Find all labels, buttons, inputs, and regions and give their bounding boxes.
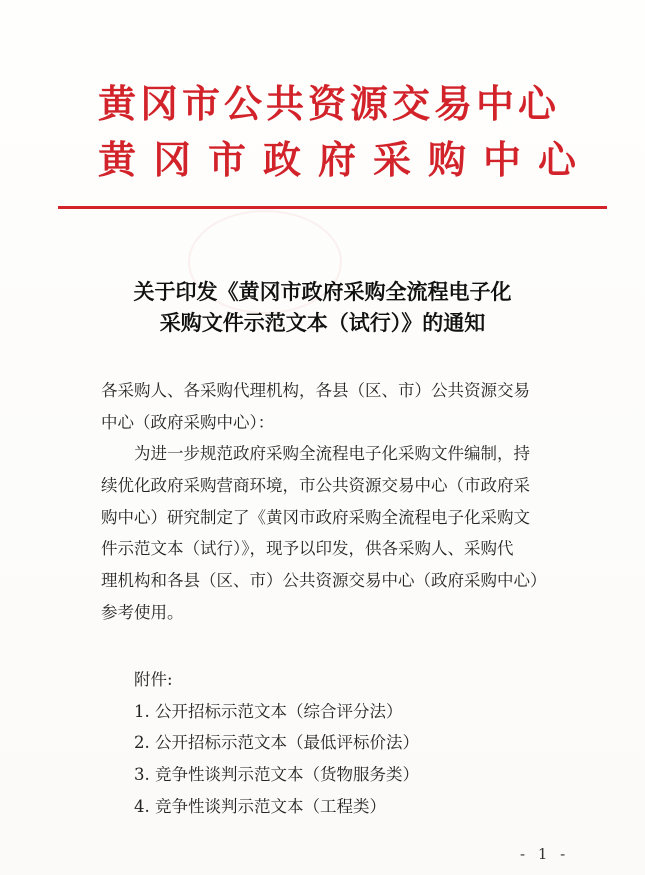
attachments-label: 附件: bbox=[134, 670, 173, 689]
attachment-item-4: 4. 竞争性谈判示范文本（工程类） bbox=[134, 797, 386, 816]
issuer-name-secondary: 黄冈市政府采购中心 bbox=[98, 137, 594, 182]
page-number: - 1 - bbox=[520, 845, 570, 863]
notice-title-line-1: 关于印发《黄冈市政府采购全流程电子化 bbox=[133, 279, 512, 304]
issuer-name-primary: 黄冈市公共资源交易中心 bbox=[98, 81, 561, 126]
notice-title-line-2: 采购文件示范文本（试行）》的通知 bbox=[159, 310, 486, 335]
attachment-item-1: 1. 公开招标示范文本（综合评分法） bbox=[134, 702, 403, 721]
body-line-1: 各采购人、各采购代理机构，各县（区、市）公共资源交易 bbox=[101, 381, 530, 400]
body-line-4: 续优化政府采购营商环境，市公共资源交易中心（市政府采 bbox=[101, 476, 530, 495]
body-line-7: 理机构和各县（区、市）公共资源交易中心（政府采购中心） bbox=[101, 571, 547, 590]
body-line-2: 中心（政府采购中心）： bbox=[101, 413, 275, 432]
body-line-3: 为进一步规范政府采购全流程电子化采购文件编制，持 bbox=[134, 444, 530, 463]
attachment-item-3: 3. 竞争性谈判示范文本（货物服务类） bbox=[134, 765, 419, 784]
red-header-rule bbox=[58, 206, 607, 209]
attachment-item-2: 2. 公开招标示范文本（最低评标价法） bbox=[134, 733, 419, 752]
body-line-8: 参考使用。 bbox=[101, 603, 184, 622]
body-line-5: 购中心）研究制定了《黄冈市政府采购全流程电子化采购文 bbox=[101, 508, 530, 527]
body-line-6: 件示范文本（试行）》，现予以印发，供各采购人、采购代 bbox=[101, 539, 514, 558]
